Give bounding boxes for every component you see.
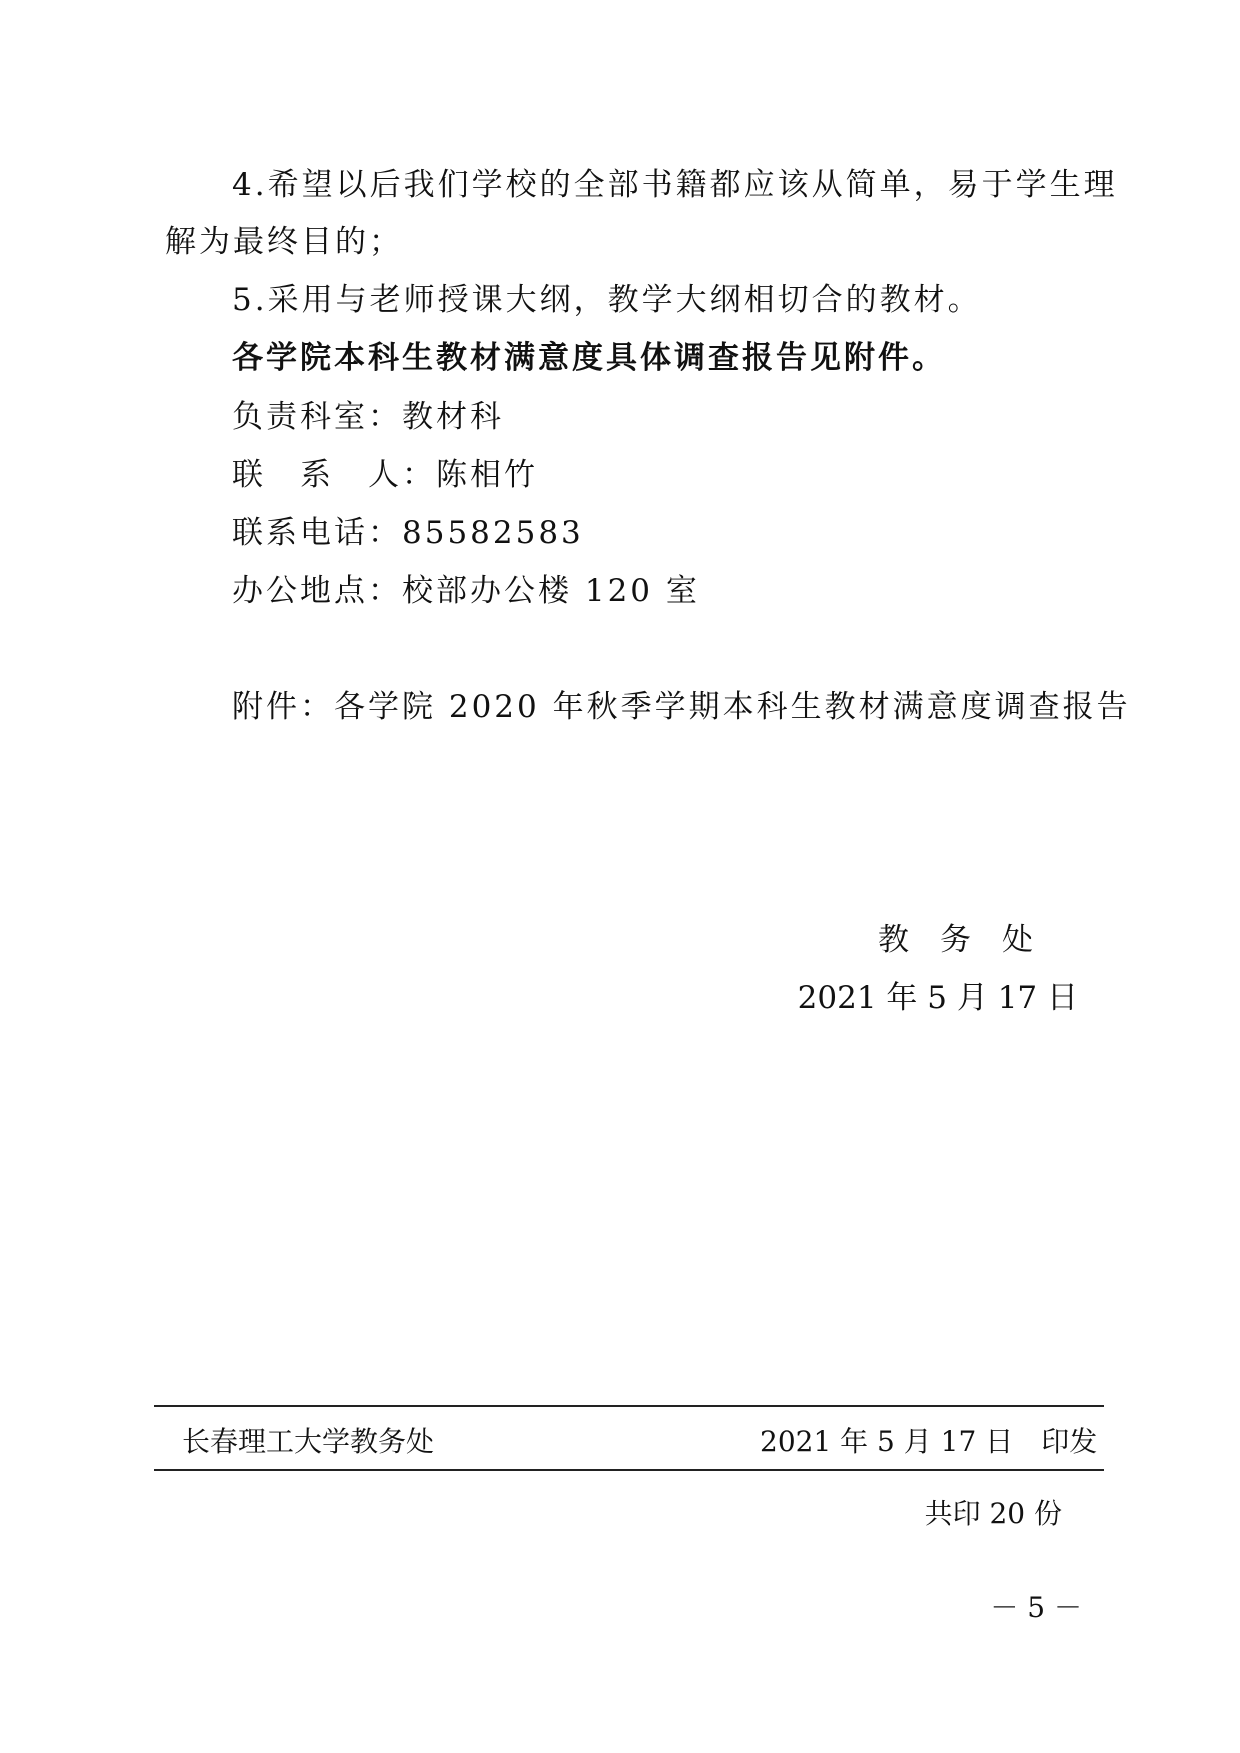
phone-value: 85582583 — [402, 515, 584, 551]
signature-date: 2021 年 5 月 17 日 — [797, 980, 1078, 1016]
footer-bottom-rule — [154, 1469, 1104, 1471]
office-label: 负责科室： — [232, 399, 402, 435]
page-number: － 5 － — [990, 1591, 1082, 1624]
list-item-4-line-2: 解为最终目的； — [165, 224, 403, 260]
list-item-4-line-1: 4.希望以后我们学校的全部书籍都应该从简单，易于学生理 — [232, 167, 1118, 203]
office-value: 教材科 — [402, 399, 504, 435]
list-item-5: 5.采用与老师授课大纲，教学大纲相切合的教材。 — [232, 282, 982, 318]
contact-value: 陈相竹 — [436, 457, 538, 493]
copies-note: 共印 20 份 — [924, 1497, 1062, 1530]
footer-issuer: 长春理工大学教务处 — [182, 1425, 435, 1458]
location-row — [232, 571, 700, 611]
attachment-line: 附件：各学院 2020 年秋季学期本科生教材满意度调查报告 — [232, 689, 1131, 725]
report-note: 各学院本科生教材满意度具体调查报告见附件。 — [232, 340, 946, 376]
office-row — [232, 397, 504, 437]
footer-top-rule — [154, 1405, 1104, 1407]
location-value: 校部办公楼 120 室 — [402, 573, 700, 609]
contact-label: 联 系 人： — [232, 457, 436, 493]
phone-row — [232, 513, 584, 553]
contact-row — [232, 455, 538, 495]
footer-issue-date: 2021 年 5 月 17 日 印发 — [760, 1425, 1098, 1458]
phone-label: 联系电话： — [232, 515, 402, 551]
location-label: 办公地点： — [232, 573, 402, 609]
signature-department: 教 务 处 — [878, 922, 1033, 958]
